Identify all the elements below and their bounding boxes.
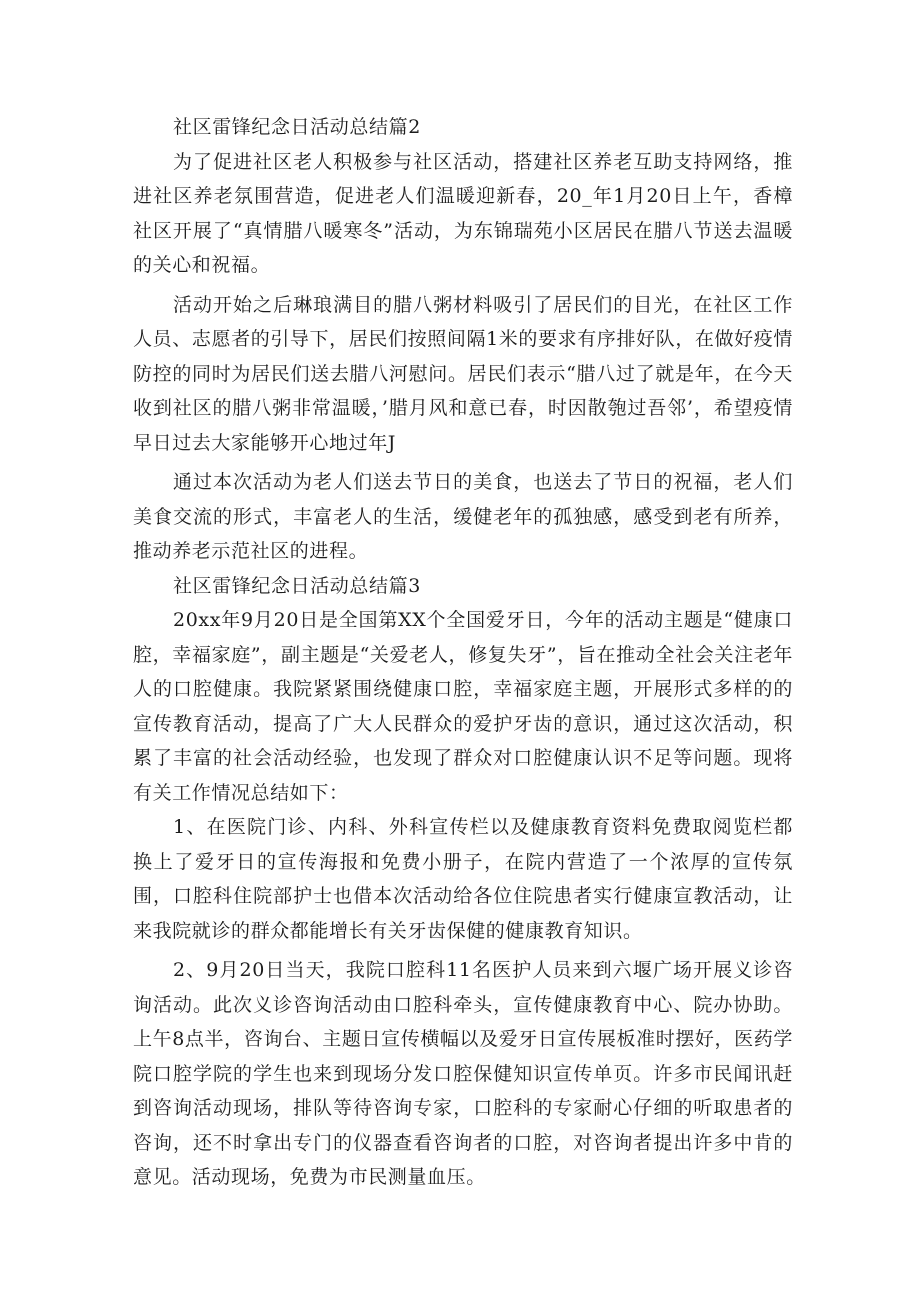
body-paragraph: 通过本次活动为老人们送去节日的美食，也送去了节日的祝福，老人们美食交流的形式，丰富老人的生活，缓健老年的孤独感，感受到老有所养，推动养老示范社区的进程。 — [133, 471, 793, 562]
body-paragraph: 为了促进社区老人积极参与社区活动，搭建社区养老互助支持网络，推进社区养老氛围营造，促进老人们温暖迎新春，20_年1月20日上午，香樟社区开展了“真情腊八暖寒冬”活动，为东锦瑞苑小区居民在腊八节送去温暖的关心和祝福。 — [133, 150, 793, 276]
body-paragraph: 2、9月20日当天，我院口腔科11名医护人员来到六堰广场开展义诊咨询活动。此次义诊咨询活动由口腔科牵头，宣传健康教育中心、院办协助。上午8点半，咨询台、主题日宣传横幅以及爱牙日宣传展板准时摆好，医药学院口腔学院的学生也来到现场分发口腔保健知识宣传单页。许多市民闻讯赶到咨询活动现场，排队等待咨询专家，口腔科的专家耐心仔细的听取患者的咨询，还不时拿出专门的仪器查看咨询者的口腔，对咨询者提出许多中肯的意见。活动现场，免费为市民测量血压。 — [133, 959, 793, 1188]
body-paragraph: 活动开始之后琳琅满目的腊八粥材料吸引了居民们的目光，在社区工作人员、志愿者的引导下，居民们按照间隔1米的要求有序排好队，在做好疫情防控的同时为居民们送去腊八河慰问。居民们表示“腊八过了就是年，在今天收到社区的腊八粥非常温暖，’腊月风和意已春，时因散匏过吾邻’，希望疫情早日过去大家能够开心地过年J — [133, 293, 793, 454]
section-heading: 社区雷锋纪念日活动总结篇2 — [173, 116, 421, 138]
body-paragraph: 20xx年9月20日是全国第XX个全国爱牙日，今年的活动主题是“健康口腔，幸福家庭”，副主题是“关爱老人，修复失牙”，旨在推动全社会关注老年人的口腔健康。我院紧紧围绕健康口腔，幸福家庭主题，开展形式多样的的宣传教育活动，提高了广大人民群众的爱护牙齿的意识，通过这次活动，积累了丰富的社会活动经验，也发现了群众对口腔健康认识不足等问题。现将有关工作情况总结如下： — [133, 609, 793, 804]
section-heading: 社区雷锋纪念日活动总结篇3 — [173, 574, 421, 597]
body-paragraph: 1、在医院门诊、内科、外科宣传栏以及健康教育资料免费取阅览栏都换上了爱牙日的宣传海报和免费小册子，在院内营造了一个浓厚的宣传氛围，口腔科住院部护士也借本次活动给各位住院患者实行健康宣教活动，让来我院就诊的群众都能增长有关牙齿保健的健康教育知识。 — [133, 816, 793, 942]
document-body — [133, 110, 793, 1195]
